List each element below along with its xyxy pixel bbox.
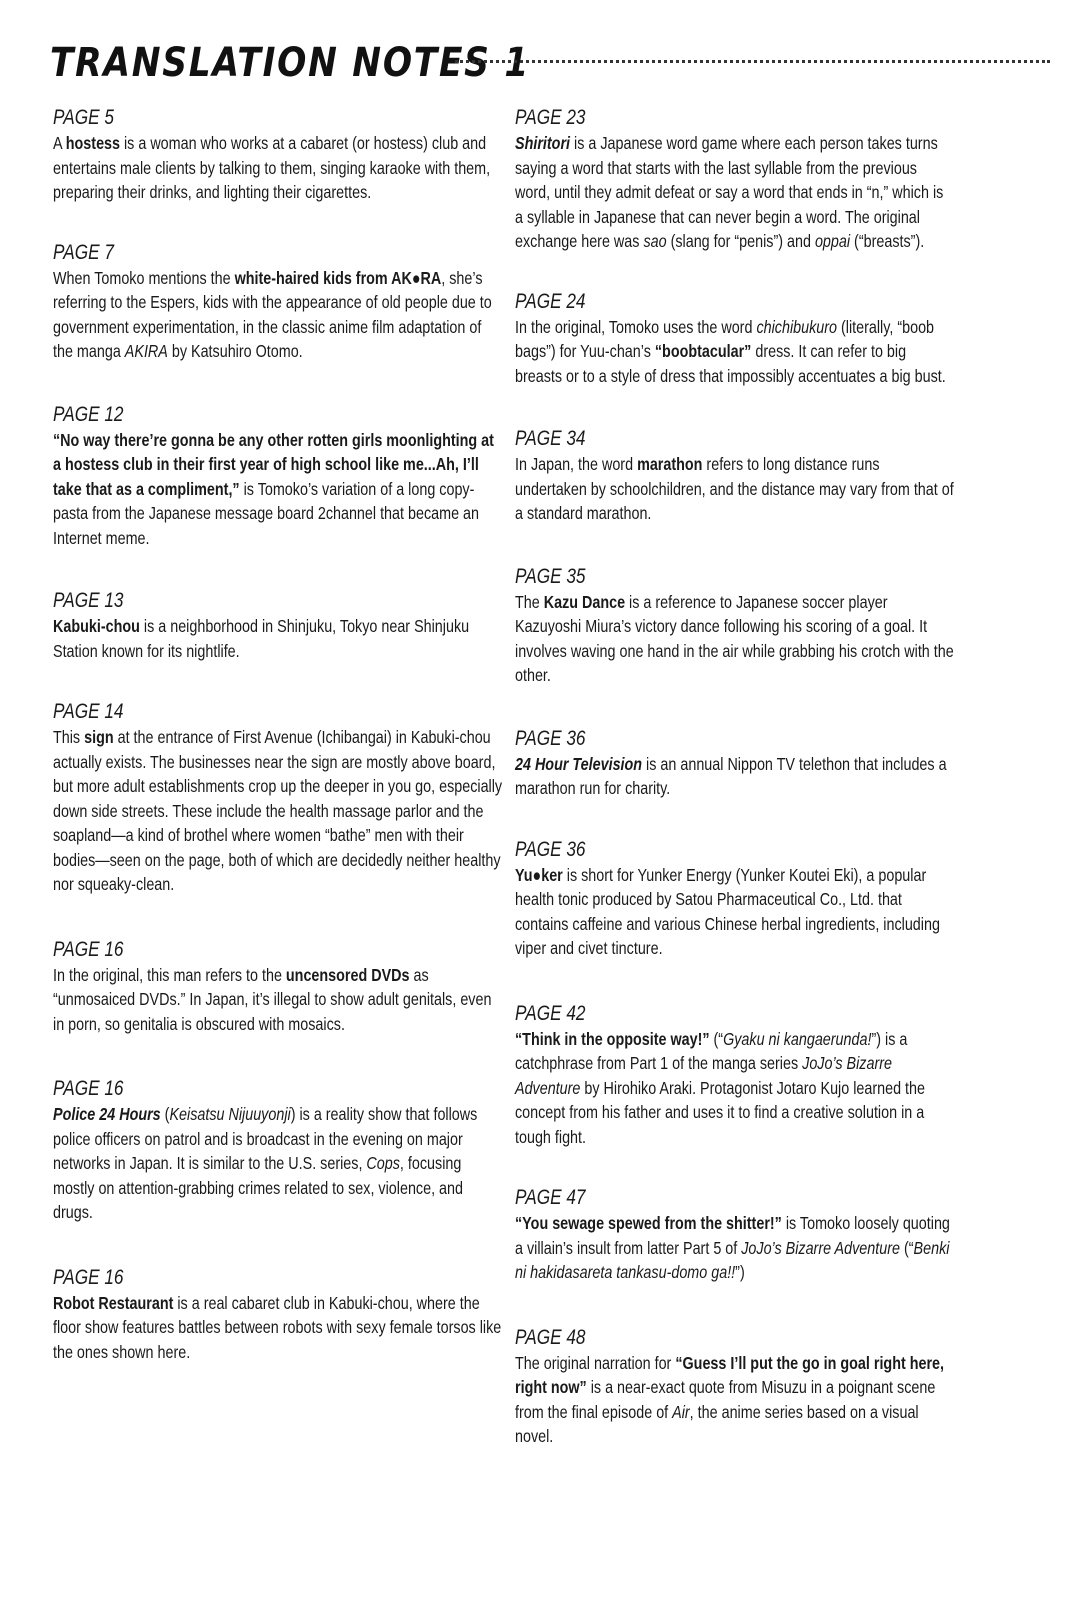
text-segment: (slang for “penis”) and (666, 231, 815, 251)
page-label: PAGE 35 (515, 564, 586, 588)
text-segment: (“breasts”). (850, 231, 925, 251)
text-segment: “Guess I’ll put the go in goal right here, right now” (515, 1352, 945, 1397)
translation-note (515, 1325, 955, 1449)
page-label: PAGE 42 (515, 1001, 586, 1025)
text-segment: is a woman who works at a cabaret (or hostess) club and entertains male clients by talking to them, singing karaoke with them, preparing their drinks, and lighting their cigarettes. (53, 133, 491, 202)
text-segment: (literally, “boob bags”) for Yuu-chan’s (515, 316, 935, 361)
text-segment: , she’s referring to the Espers, kids with the appearance of old people due to government experimentation, in the classic anime film adaptation of the manga (53, 267, 492, 361)
translation-note (515, 1185, 955, 1285)
note-text (53, 1291, 503, 1365)
text-segment: is a real cabaret club in Kabuki-chou, where the floor show features battles between robots with sexy female torsos like the ones shown here. (53, 1292, 502, 1362)
text-segment: hostess (65, 133, 121, 153)
text-segment: AKIRA (124, 341, 168, 361)
text-segment: as “unmosaiced DVDs.” In Japan, it’s illegal to show adult genitals, even in porn, so genitalia is obscured with mosaics. (53, 964, 492, 1034)
text-segment: is a neighborhood in Shinjuku, Tokyo near Shinjuku Station known for its nightlife. (53, 616, 470, 661)
note-text (515, 131, 955, 254)
page-title: TRANSLATION NOTES 1 (50, 40, 531, 86)
note-text (53, 266, 503, 364)
text-segment: sign (84, 727, 114, 747)
note-text (53, 614, 503, 663)
translation-note (53, 699, 503, 897)
text-segment: chichibukuro (756, 316, 838, 337)
text-segment: , focusing mostly on attention-grabbing crimes related to sex, violence, and drugs. (53, 1153, 463, 1222)
translation-note (53, 240, 503, 364)
note-text (515, 452, 955, 526)
text-segment: Keisatsu Nijuuyonji (169, 1104, 291, 1124)
text-segment: Yu●ker (515, 864, 563, 885)
page-label: PAGE 16 (53, 1077, 124, 1100)
text-segment: This (53, 727, 85, 747)
text-segment: Shiritori (515, 133, 571, 153)
text-segment: “boobtacular” (654, 341, 752, 361)
text-segment: ( (160, 1104, 170, 1124)
page-label: PAGE 12 (53, 402, 124, 426)
translation-note (53, 937, 503, 1037)
text-segment: In the original, Tomoko uses the word (515, 316, 757, 337)
text-segment: dress. It can refer to big breasts or to a style of dress that impossibly accentuates a big bust. (515, 341, 946, 386)
text-segment: Kazu Dance (543, 591, 626, 612)
note-text (53, 1102, 503, 1225)
text-segment: In Japan, the word (515, 454, 638, 474)
translation-note (53, 1076, 503, 1225)
page-label: PAGE 36 (515, 837, 586, 861)
dotted-rule (455, 60, 1050, 63)
right-column (515, 105, 955, 1449)
text-segment: oppai (814, 231, 851, 251)
text-segment: When Tomoko mentions the (53, 267, 235, 288)
text-segment: ) is a reality show that follows police officers on patrol and is broadcast in the evening on major networks in Japan. It is similar to the U.S. series, (53, 1104, 478, 1173)
text-segment: is a reference to Japanese soccer player Kazuyoshi Miura’s victory dance following his scoring of a goal. It involves waving one hand in the air while grabbing his crotch with the other. (515, 591, 954, 685)
page-label: PAGE 16 (53, 1265, 124, 1289)
text-segment: ”) (735, 1262, 745, 1282)
translation-note (53, 105, 503, 205)
text-segment: Robot Restaurant (53, 1292, 174, 1313)
text-segment: white-haired kids from AK●RA (234, 267, 442, 288)
page-label: PAGE 23 (515, 106, 586, 129)
page-header (50, 40, 1050, 92)
text-segment: JoJo’s Bizarre Adventure (741, 1237, 900, 1258)
note-text (515, 590, 955, 688)
translation-note (53, 1265, 503, 1365)
text-segment: marathon (637, 454, 703, 474)
note-text (53, 428, 503, 551)
translation-note (515, 726, 955, 801)
text-segment: 24 Hour Television (515, 753, 643, 774)
note-text (515, 1027, 955, 1150)
translation-note (515, 105, 955, 254)
page-label: PAGE 5 (53, 106, 114, 129)
text-segment: uncensored DVDs (285, 964, 410, 985)
note-text (515, 1211, 955, 1285)
text-segment: by Hirohiko Araki. Protagonist Jotaro Kujo learned the concept from his father and uses it to find a creative solution in a tough fight. (515, 1077, 926, 1147)
note-text (515, 315, 955, 389)
text-segment: is a Japanese word game where each person takes turns saying a word that starts with the last syllable from the previous word, until they admit defeat or say a word that ends in “n,” which is a syllable in Japanese that can never begin a word. The original exchange here was (515, 133, 944, 251)
text-segment: JoJo’s Bizarre Adventure (515, 1053, 893, 1098)
text-segment: Air (672, 1401, 690, 1422)
text-segment: Cops (366, 1153, 400, 1173)
text-segment: Kabuki-chou (53, 616, 140, 636)
text-segment: is short for Yunker Energy (Yunker Koutei Eki), a popular health tonic produced by Satou Pharmaceutical Co., Ltd. that contains caffeine and various Chinese herbal ingredients, including viper and civet tincture. (515, 864, 940, 958)
text-segment: Gyaku ni kangaerunda! (723, 1028, 872, 1049)
text-segment: is an annual Nippon TV telethon that includes a marathon run for charity. (515, 753, 947, 798)
text-segment: Benki ni hakidasareta tankasu-domo ga!! (515, 1237, 950, 1282)
text-segment: “You sewage spewed from the shitter!” (515, 1213, 782, 1233)
text-segment: Police 24 Hours (53, 1104, 161, 1124)
text-segment: The original narration for (515, 1352, 676, 1373)
left-column (53, 105, 503, 1364)
text-segment: “Think in the opposite way!” (515, 1028, 710, 1049)
text-segment: In the original, this man refers to the (53, 964, 286, 985)
page-label: PAGE 34 (515, 427, 586, 450)
translation-note (53, 402, 503, 551)
text-segment: at the entrance of First Avenue (Ichibangai) in Kabuki-chou actually exists. The businesses near the sign are mostly above board, but more adult establishments crop up the deeper in you go, especially down side streets. These include the health massage parlor and the soapland—a kind of brothel where women “bathe” men with their bodies—seen on the page, both of which are decidedly neither healthy nor squeaky-clean. (53, 727, 503, 894)
note-text (515, 752, 955, 801)
text-segment: , the anime series based on a visual novel. (515, 1401, 919, 1446)
text-segment: A (53, 133, 66, 153)
note-text (515, 1351, 955, 1449)
page-label: PAGE 36 (515, 726, 586, 750)
translation-note (515, 1001, 955, 1150)
page-label: PAGE 14 (53, 700, 124, 723)
text-segment: The (515, 591, 544, 612)
text-segment: by Katsuhiro Otomo. (167, 341, 303, 361)
text-segment: sao (643, 231, 667, 251)
text-segment: is a near-exact quote from Misuzu in a poignant scene from the final episode of (515, 1377, 936, 1422)
translation-note (515, 564, 955, 688)
text-segment: (“ (709, 1028, 724, 1049)
translation-note (515, 289, 955, 389)
page-label: PAGE 13 (53, 589, 124, 612)
text-segment: “No way there’re gonna be any other rotten girls moonlighting at a hostess club in their first year of high school like me...Ah, I’ll take that as a compliment,” (53, 429, 494, 499)
page-label: PAGE 24 (515, 289, 586, 313)
text-segment: refers to long distance runs undertaken by schoolchildren, and the distance may vary from that of a standard marathon. (515, 454, 954, 523)
text-segment: (“ (899, 1237, 914, 1258)
note-text (515, 863, 955, 961)
page-label: PAGE 7 (53, 240, 114, 264)
page-label: PAGE 48 (515, 1325, 586, 1349)
note-text (53, 725, 503, 897)
page-label: PAGE 16 (53, 937, 124, 961)
note-text (53, 131, 503, 205)
translation-note (53, 588, 503, 663)
text-segment: ”) is a catchphrase from Part 1 of the manga series (515, 1028, 908, 1073)
page-label: PAGE 47 (515, 1186, 586, 1209)
text-segment: is Tomoko loosely quoting a villain’s insult from latter Part 5 of (515, 1213, 950, 1258)
translation-note (515, 426, 955, 526)
text-segment: is Tomoko’s variation of a long copy-pasta from the Japanese message board 2channel that became an Internet meme. (53, 478, 480, 548)
translation-note (515, 837, 955, 961)
note-text (53, 963, 503, 1037)
